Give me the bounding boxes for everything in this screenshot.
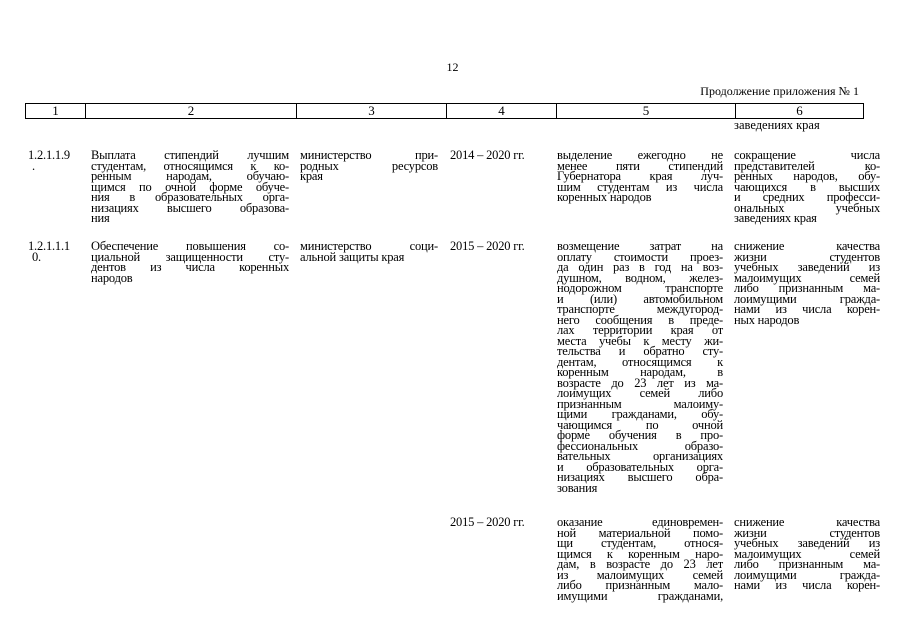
item-number: 1.2.1.1.1 0. (28, 239, 70, 264)
column-number-6: 6 (736, 104, 864, 119)
continuation-label: Продолжение приложения № 1 (700, 84, 859, 98)
column-number-3: 3 (297, 104, 447, 119)
consequence-text: сокращение числа представителей ко- ренных народов, обу- чающихся в высших и средних професси- ональных учебных заведениях края (734, 148, 880, 225)
consequence-text: снижение качества жизни студентов учебных заведений из малоимущих семей либо признанным ма- лоимущими гражда- нами из числа корен- (734, 515, 880, 592)
page-number: 12 (446, 60, 459, 74)
result-text: оказание единовремен- ной материальной помо- щи студентам, относя- щимся к коренным наро- дам, в возрасте до 23 лет из малоимущих семей либо признанным мало- имущими гражданами, (557, 515, 723, 603)
measure-text: Обеспечение повышения со- циальной защищенности сту- дентов из числа коренных народов (91, 239, 289, 285)
item-number: 1.2.1.1.9 . (28, 148, 70, 173)
period-text: 2015 – 2020 гг. (450, 239, 525, 253)
column-number-4: 4 (447, 104, 557, 119)
carryover-text: заведениях края (734, 118, 820, 132)
executor-text: министерство при- родных ресурсов края (300, 148, 438, 183)
column-number-5: 5 (557, 104, 736, 119)
column-number-2: 2 (86, 104, 297, 119)
period-text: 2015 – 2020 гг. (450, 515, 525, 529)
measure-text: Выплата стипендий лучшим студентам, относящимся к ко- ренным народам, обучаю- щимся по очной форме обуче- ния в образовательных орга- низациях высшего образова- ния (91, 148, 289, 225)
executor-text: министерство соци- альной защиты края (300, 239, 438, 264)
result-text: возмещение затрат на оплату стоимости проез- да один раз в год на воз- душном, водном, желез- нодорожном транспорте и (или) автомобильном транспорте междугород- него сообщения в преде- лах территории края от места учебы к месту жи- тельства и обратно сту- дентам, относящимся к коренным народам, в возрасте до 23 лет из ма- лоимущих семей либо признанным малоиму- щими гражданами, обу- чающимся по очной форме обучения в про- фессиональных образо- вательных организациях и образовательных орга- низациях высшего обра- зования (557, 239, 723, 495)
column-number-header (25, 103, 864, 119)
result-text: выделение ежегодно не менее пяти стипендий Губернатора края луч- шим студентам из числа коренных народов (557, 148, 723, 204)
column-number-1: 1 (26, 104, 86, 119)
period-text: 2014 – 2020 гг. (450, 148, 525, 162)
consequence-text: снижение качества жизни студентов учебных заведений из малоимущих семей либо признанным ма- лоимущими гражда- нами из числа корен- ных народов (734, 239, 880, 327)
